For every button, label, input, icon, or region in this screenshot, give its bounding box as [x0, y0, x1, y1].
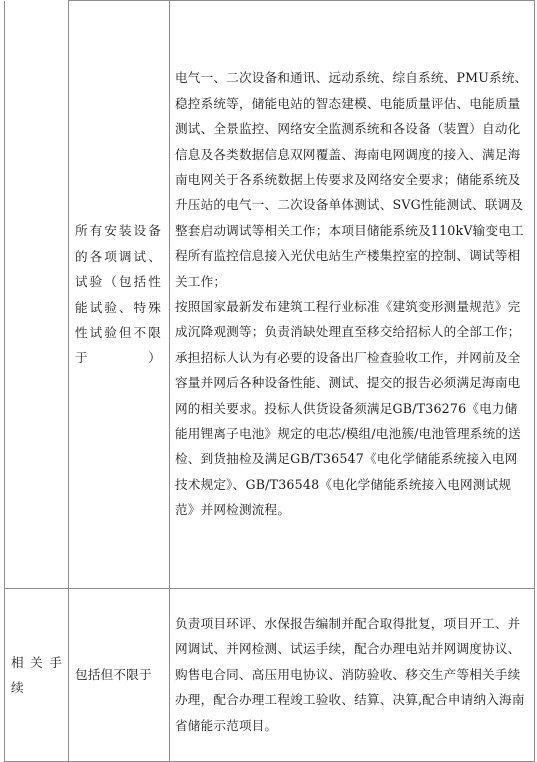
item-label: 相关手续 — [11, 654, 62, 695]
scope-text: 包括但不限于 — [75, 667, 152, 683]
scope-text: 所有安装设备的各项调试、试验（包括性能试验、特殊性试验但不限于） — [75, 223, 161, 366]
item-cell — [5, 1, 69, 589]
content-paragraph: 电气一、二次设备和通讯、远动系统、综自系统、PMU系统、稳控系统等，储能电站的智态建模、电能质量评估、电能质量测试、全景监控、网络安全监测系统和各设备（装置）自动化信息及各类数据信息双网覆盖、海南电网调度的接入、满足海南电网关于各系统数据上传要求及网络安全要求；储能系统及升压站的电气一、二次设备单体测试、SVG性能测试、联调及整套启动调试等相关工作；本项目储能系统及110kV输变电工程所有监控信息接入光伏电站生产楼集控室的控制、调试等相关工作； — [175, 70, 528, 289]
content-paragraph: 承担招标人认为有必要的设备出厂检查验收工作，并网前及全容量并网后各种设备性能、测试、提交的报告必须满足海南电网的相关要求。投标人供货设备须满足GB/T36276《电力储能用锂离子电池》规定的电芯/模组/电池簇/电池管理系统的送检、到货抽检及满足GB/T36547《电化学储能系统接入电网技术规定》、GB/T36548《电化学储能系统接入电网测试规范》并网检测流程。 — [175, 349, 521, 518]
table-row — [5, 589, 535, 762]
content-paragraph: 按照国家最新发布建筑工程行业标准《建筑变形测量规范》完成沉降观测等；负责消缺处理直至移交给招标人的全部工作； — [175, 299, 521, 340]
content-cell — [170, 1, 535, 589]
scope-table — [4, 0, 535, 762]
content-cell — [170, 589, 535, 762]
scope-cell — [69, 589, 170, 762]
table-row — [5, 1, 535, 589]
content-paragraph: 负责项目环评、水保报告编制并配合取得批复，项目开工、并网调试、并网检测、试运手续，配合办理电站并网调度协议、购售电合同、高压用电协议、消防验收、移交生产等相关手续办理，配合办理工程竣工验收、结算、决算,配合申请纳入海南省储能示范项目。 — [175, 615, 525, 733]
item-cell — [5, 589, 69, 762]
scope-cell — [69, 1, 170, 589]
